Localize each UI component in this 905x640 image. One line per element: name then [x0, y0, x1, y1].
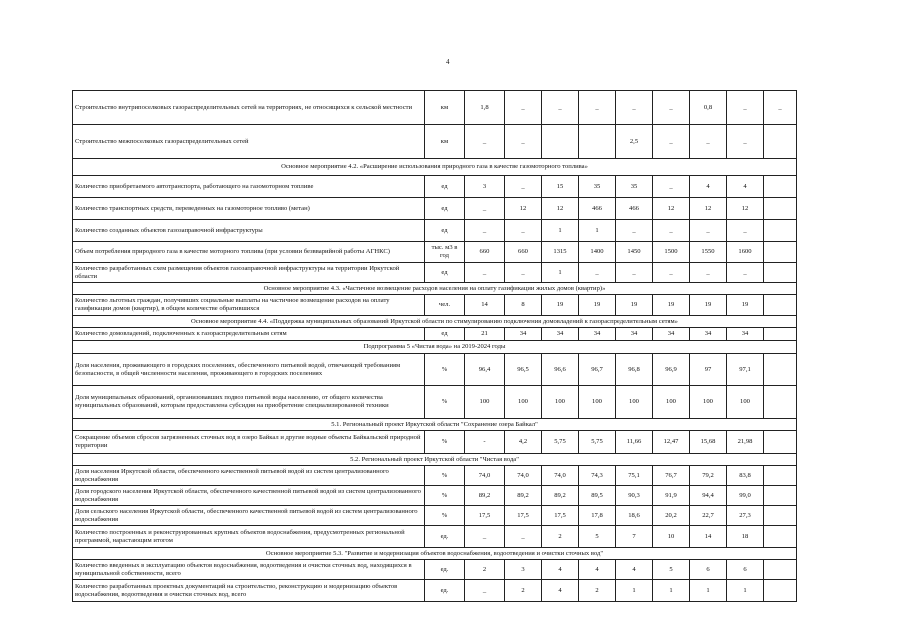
indicator-name: Количество созданных объектов газозаправочной инфраструктуры — [73, 220, 425, 242]
value-cell — [764, 242, 797, 263]
value-cell: 100 — [579, 386, 616, 419]
unit-cell: % — [425, 386, 465, 419]
value-cell: _ — [505, 526, 542, 548]
value-cell: 660 — [505, 242, 542, 263]
value-cell: 5,75 — [579, 431, 616, 454]
value-cell: 97 — [690, 354, 727, 386]
value-cell: _ — [727, 125, 764, 159]
value-cell: 466 — [579, 198, 616, 220]
value-cell: 1315 — [542, 242, 579, 263]
table-row — [73, 354, 797, 386]
value-cell: 19 — [616, 295, 653, 316]
indicators-table — [72, 90, 797, 602]
table-row — [73, 506, 797, 526]
value-cell: 5,75 — [542, 431, 579, 454]
value-cell: 660 — [465, 242, 505, 263]
value-cell: 34 — [690, 328, 727, 341]
value-cell: _ — [505, 176, 542, 198]
value-cell: 18,6 — [616, 506, 653, 526]
value-cell: 12 — [505, 198, 542, 220]
value-cell: 19 — [653, 295, 690, 316]
value-cell: 12,47 — [653, 431, 690, 454]
indicator-name: Доля городского населения Иркутской области, обеспеченного качественной питьевой водой из систем централизованного водоснабжения — [73, 486, 425, 506]
value-cell: 34 — [616, 328, 653, 341]
value-cell: 6 — [727, 560, 764, 580]
value-cell: 74,0 — [465, 466, 505, 486]
value-cell: 1450 — [616, 242, 653, 263]
value-cell: 1500 — [653, 242, 690, 263]
section-row — [73, 283, 797, 295]
value-cell — [764, 220, 797, 242]
value-cell: _ — [653, 263, 690, 283]
value-cell: 91,9 — [653, 486, 690, 506]
table-row — [73, 328, 797, 341]
value-cell: 1550 — [690, 242, 727, 263]
value-cell — [764, 176, 797, 198]
value-cell: 34 — [653, 328, 690, 341]
value-cell: 35 — [616, 176, 653, 198]
unit-cell: ед. — [425, 526, 465, 548]
value-cell — [764, 560, 797, 580]
value-cell: _ — [505, 263, 542, 283]
value-cell — [764, 295, 797, 316]
unit-cell: % — [425, 466, 465, 486]
value-cell: 1 — [653, 580, 690, 602]
value-cell: 18 — [727, 526, 764, 548]
section-row — [73, 548, 797, 560]
value-cell: _ — [616, 263, 653, 283]
value-cell: _ — [727, 263, 764, 283]
value-cell: _ — [727, 220, 764, 242]
value-cell: _ — [727, 91, 764, 125]
indicator-name: Количество транспортных средств, переведенных на газомоторное топливо (метан) — [73, 198, 425, 220]
value-cell: 12 — [653, 198, 690, 220]
value-cell: 7 — [616, 526, 653, 548]
value-cell — [764, 198, 797, 220]
value-cell: 2 — [579, 580, 616, 602]
indicator-name: Доля населения Иркутской области, обеспеченного качественной питьевой водой из систем централизованного водоснабжения — [73, 466, 425, 486]
indicator-name: Количество домовладений, подключенных к газораспределительным сетям — [73, 328, 425, 341]
value-cell — [764, 526, 797, 548]
value-cell: 89,5 — [579, 486, 616, 506]
value-cell: 15 — [542, 176, 579, 198]
value-cell: 22,7 — [690, 506, 727, 526]
value-cell: 21 — [465, 328, 505, 341]
table-row — [73, 431, 797, 454]
value-cell: 4 — [727, 176, 764, 198]
value-cell: 2 — [542, 526, 579, 548]
value-cell: 17,8 — [579, 506, 616, 526]
value-cell: 4 — [616, 560, 653, 580]
value-cell — [579, 125, 616, 159]
value-cell: 1400 — [579, 242, 616, 263]
value-cell: 34 — [505, 328, 542, 341]
section-title: Основное мероприятие 4.2. «Расширение использования природного газа в качестве газомоторного топлива» — [73, 159, 797, 176]
table-body — [73, 91, 797, 602]
section-row — [73, 419, 797, 431]
value-cell: 27,3 — [727, 506, 764, 526]
value-cell: 19 — [690, 295, 727, 316]
value-cell: 4 — [690, 176, 727, 198]
value-cell: _ — [653, 125, 690, 159]
value-cell: _ — [465, 125, 505, 159]
value-cell: 5 — [653, 560, 690, 580]
value-cell: 1 — [616, 580, 653, 602]
value-cell: 19 — [542, 295, 579, 316]
value-cell: 4 — [542, 560, 579, 580]
value-cell: 15,68 — [690, 431, 727, 454]
unit-cell: ед — [425, 198, 465, 220]
value-cell: 75,1 — [616, 466, 653, 486]
unit-cell: тыс. м3 в год — [425, 242, 465, 263]
indicator-name: Доля муниципальных образований, организовавших подвоз питьевой воды населению, от общего количества муниципальных образований, которым предоставлена субсидия на приобретение специализированной техники — [73, 386, 425, 419]
section-row — [73, 454, 797, 466]
value-cell: 34 — [579, 328, 616, 341]
value-cell: 35 — [579, 176, 616, 198]
section-title: Основное мероприятие 5.3. "Развитие и модернизация объектов водоснабжения, водоотведения и очистки сточных вод" — [73, 548, 797, 560]
unit-cell: ед — [425, 176, 465, 198]
value-cell: 17,5 — [505, 506, 542, 526]
value-cell: _ — [616, 91, 653, 125]
value-cell — [764, 506, 797, 526]
table-row — [73, 242, 797, 263]
value-cell: 74,0 — [542, 466, 579, 486]
value-cell: 76,7 — [653, 466, 690, 486]
indicator-name: Количество разработанных схем размещения объектов газозаправочной инфраструктуры на территории Иркутской области — [73, 263, 425, 283]
section-title: Подпрограмма 5 «Чистая вода» на 2019-2024 годы — [73, 341, 797, 354]
indicator-name: Доля сельского населения Иркутской области, обеспеченного качественной питьевой водой из систем централизованного водоснабжения — [73, 506, 425, 526]
value-cell: 34 — [727, 328, 764, 341]
value-cell: 83,8 — [727, 466, 764, 486]
value-cell: 96,7 — [579, 354, 616, 386]
value-cell: _ — [690, 125, 727, 159]
value-cell: 5 — [579, 526, 616, 548]
value-cell: _ — [690, 263, 727, 283]
value-cell — [764, 431, 797, 454]
value-cell: _ — [505, 125, 542, 159]
value-cell: 4 — [542, 580, 579, 602]
table-row — [73, 386, 797, 419]
table-row — [73, 176, 797, 198]
table-row — [73, 580, 797, 602]
value-cell: 97,1 — [727, 354, 764, 386]
indicator-name: Количество разработанных проектных документаций на строительство, реконструкцию и модернизацию объектов водоснабжения, водоотведения и очистки сточных вод, всего — [73, 580, 425, 602]
indicator-name: Количество льготных граждан, получивших социальные выплаты на частичное возмещение расходов на оплату газификации домов (квартир), в общем количестве обратившихся — [73, 295, 425, 316]
section-row — [73, 159, 797, 176]
value-cell — [764, 354, 797, 386]
unit-cell: ед. — [425, 560, 465, 580]
value-cell: 94,4 — [690, 486, 727, 506]
value-cell: 89,2 — [542, 486, 579, 506]
table-row — [73, 486, 797, 506]
value-cell — [542, 125, 579, 159]
value-cell: 96,4 — [465, 354, 505, 386]
table-row — [73, 220, 797, 242]
value-cell: 17,5 — [465, 506, 505, 526]
value-cell: 100 — [653, 386, 690, 419]
value-cell: 99,0 — [727, 486, 764, 506]
value-cell: 96,8 — [616, 354, 653, 386]
value-cell: 12 — [690, 198, 727, 220]
value-cell — [764, 328, 797, 341]
value-cell — [764, 125, 797, 159]
value-cell: 19 — [727, 295, 764, 316]
value-cell: 17,5 — [542, 506, 579, 526]
value-cell: 2 — [505, 580, 542, 602]
indicator-name: Количество приобретаемого автотранспорта, работающего на газомоторном топливе — [73, 176, 425, 198]
indicator-name: Количество введенных в эксплуатацию объектов водоснабжения, водоотведения и очистки сточных вод, находящихся в муниципальной собственности, всего — [73, 560, 425, 580]
indicator-name: Доля населения, проживающего в городских поселениях, обеспеченного питьевой водой, отвечающей требованиям безопасности, в общей численности населения, проживающего в городских поселениях — [73, 354, 425, 386]
value-cell — [764, 486, 797, 506]
section-title: Основное мероприятие 4.3. «Частичное возмещение расходов населения на оплату газификации жилых домов (квартир)» — [73, 283, 797, 295]
value-cell: _ — [690, 220, 727, 242]
value-cell: 14 — [465, 295, 505, 316]
value-cell: 74,0 — [505, 466, 542, 486]
value-cell: _ — [505, 220, 542, 242]
value-cell: _ — [579, 91, 616, 125]
value-cell: 10 — [653, 526, 690, 548]
value-cell: 100 — [690, 386, 727, 419]
value-cell: 74,3 — [579, 466, 616, 486]
value-cell: 2,5 — [616, 125, 653, 159]
unit-cell: ед. — [425, 580, 465, 602]
value-cell: 14 — [690, 526, 727, 548]
table-row — [73, 198, 797, 220]
unit-cell: % — [425, 506, 465, 526]
indicator-name: Строительство внутрипоселковых газораспределительных сетей на территориях, не относящихся к сельской местности — [73, 91, 425, 125]
value-cell: _ — [764, 91, 797, 125]
value-cell — [764, 466, 797, 486]
value-cell: 1 — [542, 263, 579, 283]
section-title: Основное мероприятие 4.4. «Поддержка муниципальных образований Иркутской области по стимулированию подключения домовладений к газораспределительным сетям» — [73, 316, 797, 328]
value-cell: 4,2 — [505, 431, 542, 454]
value-cell: 466 — [616, 198, 653, 220]
table-row — [73, 91, 797, 125]
value-cell: 20,2 — [653, 506, 690, 526]
value-cell: _ — [653, 91, 690, 125]
value-cell: _ — [465, 526, 505, 548]
value-cell — [764, 386, 797, 419]
value-cell: 34 — [542, 328, 579, 341]
unit-cell: ед — [425, 263, 465, 283]
value-cell: 1 — [727, 580, 764, 602]
unit-cell: чел. — [425, 295, 465, 316]
value-cell: 89,2 — [465, 486, 505, 506]
section-row — [73, 316, 797, 328]
unit-cell: ед — [425, 220, 465, 242]
page-number: 4 — [446, 58, 450, 66]
value-cell: _ — [465, 580, 505, 602]
value-cell: 19 — [579, 295, 616, 316]
value-cell — [764, 580, 797, 602]
value-cell: 96,6 — [542, 354, 579, 386]
value-cell: 100 — [465, 386, 505, 419]
unit-cell: % — [425, 431, 465, 454]
value-cell: 12 — [727, 198, 764, 220]
section-title: 5.2. Региональный проект Иркутской области "Чистая вода" — [73, 454, 797, 466]
indicator-name: Объем потребления природного газа в качестве моторного топлива (при условии безвварийной работы АГНКС) — [73, 242, 425, 263]
value-cell: 89,2 — [505, 486, 542, 506]
value-cell: 2 — [465, 560, 505, 580]
value-cell: - — [465, 431, 505, 454]
value-cell: 96,5 — [505, 354, 542, 386]
value-cell: 6 — [690, 560, 727, 580]
indicator-name: Количество построенных и реконструированных крупных объектов водоснабжения, предусмотренных региональной программой, нарастающим итогом — [73, 526, 425, 548]
unit-cell: ед — [425, 328, 465, 341]
value-cell: 0,8 — [690, 91, 727, 125]
value-cell: _ — [579, 263, 616, 283]
value-cell: 1 — [579, 220, 616, 242]
unit-cell: % — [425, 486, 465, 506]
value-cell: 79,2 — [690, 466, 727, 486]
value-cell: 1,8 — [465, 91, 505, 125]
value-cell: 90,3 — [616, 486, 653, 506]
value-cell: _ — [542, 91, 579, 125]
value-cell: 100 — [616, 386, 653, 419]
value-cell: _ — [616, 220, 653, 242]
value-cell: 100 — [505, 386, 542, 419]
table-row — [73, 560, 797, 580]
unit-cell: км — [425, 125, 465, 159]
value-cell: _ — [653, 220, 690, 242]
value-cell: _ — [465, 263, 505, 283]
value-cell: _ — [465, 220, 505, 242]
section-title: 5.1. Региональный проект Иркутской области "Сохранение озера Байкал" — [73, 419, 797, 431]
value-cell: _ — [465, 198, 505, 220]
section-row — [73, 341, 797, 354]
value-cell: 100 — [542, 386, 579, 419]
value-cell: 1 — [542, 220, 579, 242]
value-cell: 4 — [579, 560, 616, 580]
unit-cell: % — [425, 354, 465, 386]
value-cell: 96,9 — [653, 354, 690, 386]
value-cell: 1600 — [727, 242, 764, 263]
value-cell: 1 — [690, 580, 727, 602]
value-cell: 21,98 — [727, 431, 764, 454]
value-cell: _ — [505, 91, 542, 125]
unit-cell: км — [425, 91, 465, 125]
value-cell: 3 — [505, 560, 542, 580]
table-row — [73, 466, 797, 486]
table-row — [73, 295, 797, 316]
indicator-name: Сокращение объемов сбросов загрязненных сточных вод в озеро Байкал и другие водные объекты Байкальской природной территории — [73, 431, 425, 454]
value-cell: 11,66 — [616, 431, 653, 454]
value-cell: 100 — [727, 386, 764, 419]
indicator-name: Строительство межпоселковых газораспределительных сетей — [73, 125, 425, 159]
table-row — [73, 125, 797, 159]
value-cell: _ — [653, 176, 690, 198]
value-cell: 3 — [465, 176, 505, 198]
table-row — [73, 526, 797, 548]
value-cell: 12 — [542, 198, 579, 220]
value-cell: 8 — [505, 295, 542, 316]
table-row — [73, 263, 797, 283]
value-cell — [764, 263, 797, 283]
